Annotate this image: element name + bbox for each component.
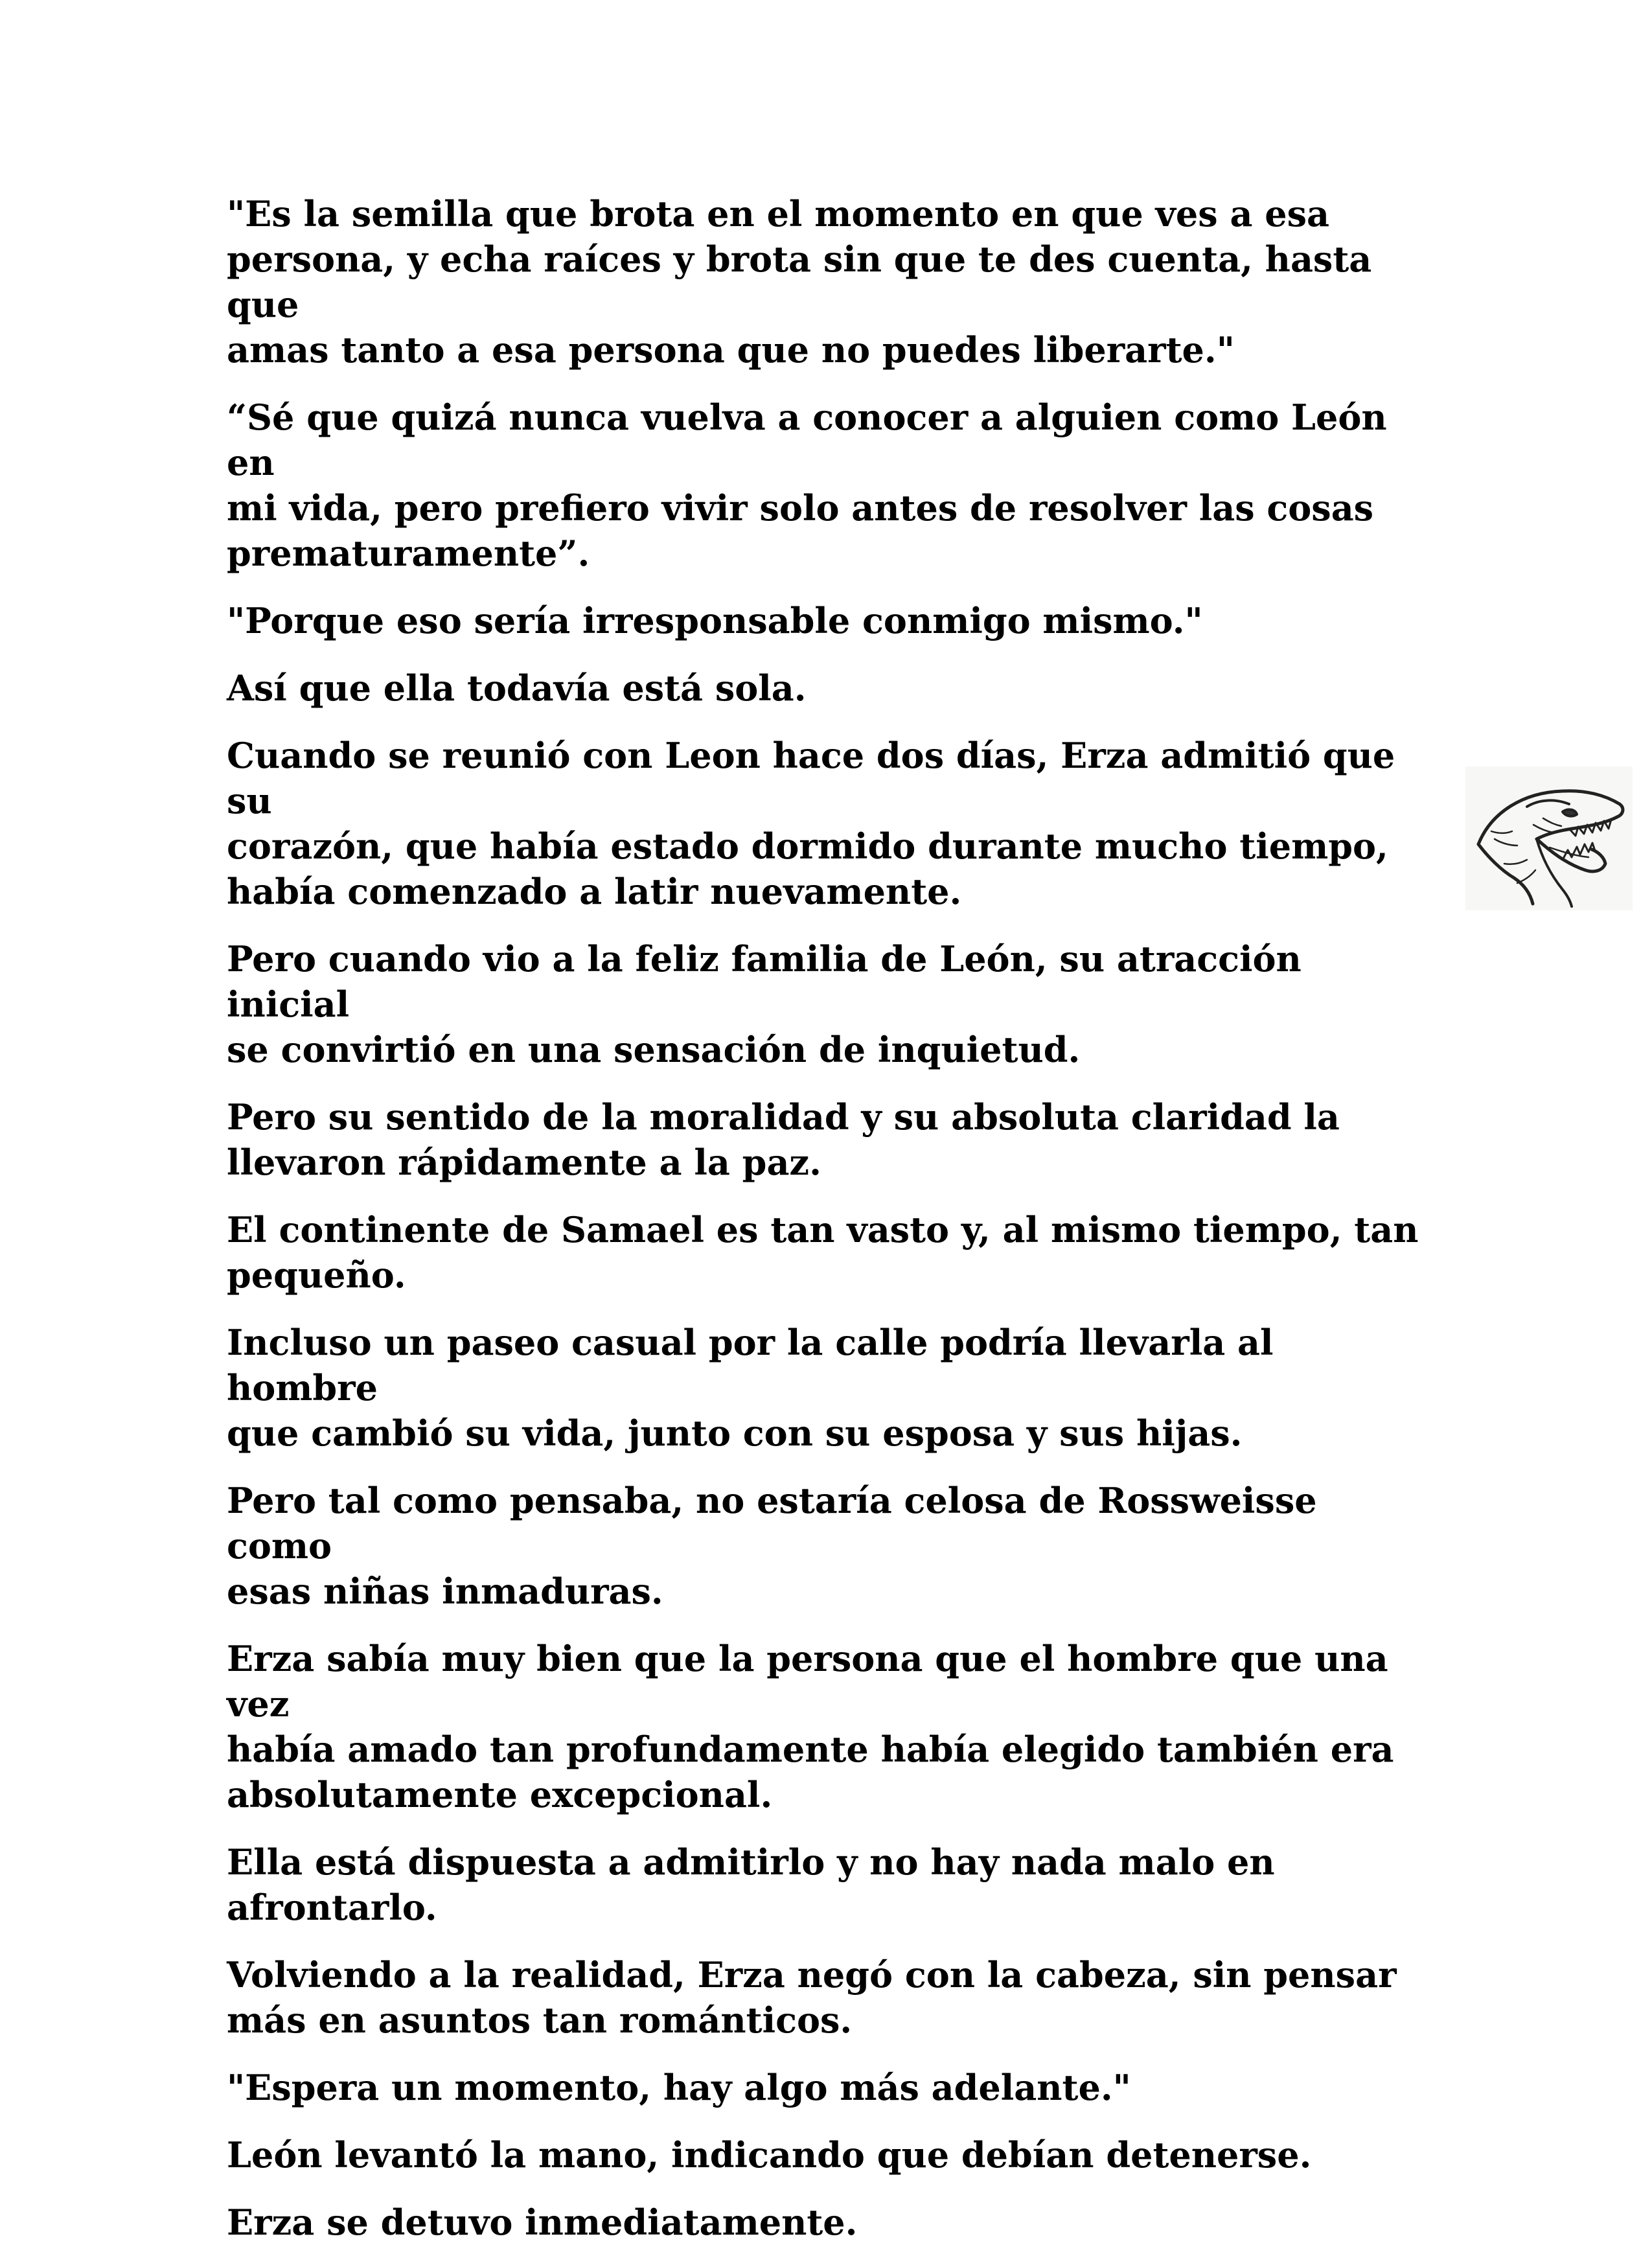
paragraph-7: Pero su sentido de la moralidad y su absoluta claridad la llevaron rápidamente a la paz.	[227, 1096, 1340, 1183]
dinosaur-head-sketch-icon	[1465, 766, 1633, 910]
paragraph-2: “Sé que quizá nunca vuelva a conocer a alguien como León en mi vida, pero prefiero vivir solo antes de resolver las cosas prematuramente”.	[227, 397, 1387, 574]
paragraph-4: Así que ella todavía está sola.	[227, 667, 807, 709]
paragraph-11: Erza sabía muy bien que la persona que el hombre que una vez había amado tan profundamente había elegido también era absolutamente excepcional.	[227, 1638, 1394, 1815]
paragraph-1: "Es la semilla que brota en el momento en que ves a esa persona, y echa raíces y brota sin que te des cuenta, hasta que amas tanto a esa persona que no puedes liberarte."	[227, 193, 1372, 371]
paragraph-14: "Espera un momento, hay algo más adelante."	[227, 2067, 1131, 2108]
paragraph-5: Cuando se reunió con Leon hace dos días, Erza admitió que su corazón, que había estado dormido durante mucho tiempo, había comenzado a latir nuevamente.	[227, 735, 1395, 912]
paragraph-16: Erza se detuvo inmediatamente.	[227, 2202, 858, 2243]
body-text	[227, 191, 1432, 2267]
paragraph-3: "Porque eso sería irresponsable conmigo mismo."	[227, 600, 1203, 641]
paragraph-12: Ella está dispuesta a admitirlo y no hay nada malo en afrontarlo.	[227, 1841, 1275, 1928]
paragraph-10: Pero tal como pensaba, no estaría celosa de Rossweisse como esas niñas inmaduras.	[227, 1480, 1317, 1612]
paragraph-13: Volviendo a la realidad, Erza negó con la cabeza, sin pensar más en asuntos tan románticos.	[227, 1954, 1397, 2041]
paragraph-15: León levantó la mano, indicando que debían detenerse.	[227, 2134, 1312, 2176]
paragraph-9: Incluso un paseo casual por la calle podría llevarla al hombre que cambió su vida, junto con su esposa y sus hijas.	[227, 1322, 1274, 1454]
paragraph-8: El continente de Samael es tan vasto y, al mismo tiempo, tan pequeño.	[227, 1209, 1419, 1296]
paragraph-6: Pero cuando vio a la feliz familia de León, su atracción inicial se convirtió en una sensación de inquietud.	[227, 938, 1302, 1070]
